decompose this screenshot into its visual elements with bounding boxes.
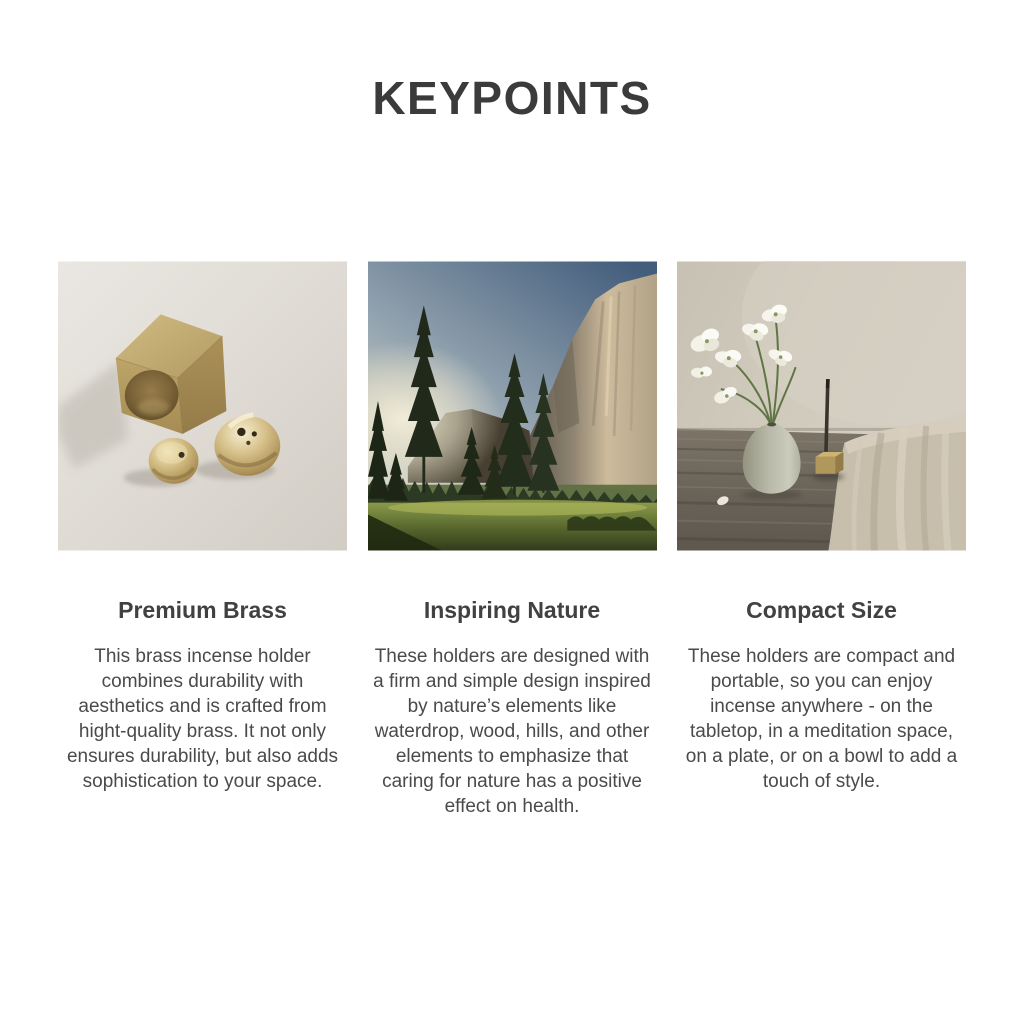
column-body-inspiring-nature: These holders are designed with a firm and simple design inspired by nature’s elements like waterdrop, wood, hills, and other elements to emphasize that caring for nature has a positive effect on health. [373,646,651,818]
column-inspiring-nature [368,261,657,820]
vase-flowers-incense-table-photo [677,261,966,551]
mountain-forest-meadow-photo [368,261,657,551]
page-title: KEYPOINTS [372,72,652,124]
column-premium-brass [58,261,347,820]
column-compact-size [677,261,966,820]
keypoints-row [58,261,966,820]
column-body-premium-brass: This brass incense holder combines durability with aesthetics and is crafted from hight-quality brass. It not only ensures durability, but also adds sophistication to your space. [66,646,339,793]
brass-incense-holder-parts-photo [58,261,347,551]
vase-incense-still-life-image [677,261,966,551]
column-heading-compact-size: Compact Size [746,596,897,623]
column-body-compact-size: These holders are compact and portable, so you can enjoy incense anywhere - on the tabletop, in a meditation space, on a plate, or on a bowl to add a touch of style. [685,646,958,793]
brass-parts-image [58,261,347,551]
mountain-landscape-image [368,261,657,551]
column-heading-inspiring-nature: Inspiring Nature [423,596,601,623]
column-heading-premium-brass: Premium Brass [118,596,287,623]
